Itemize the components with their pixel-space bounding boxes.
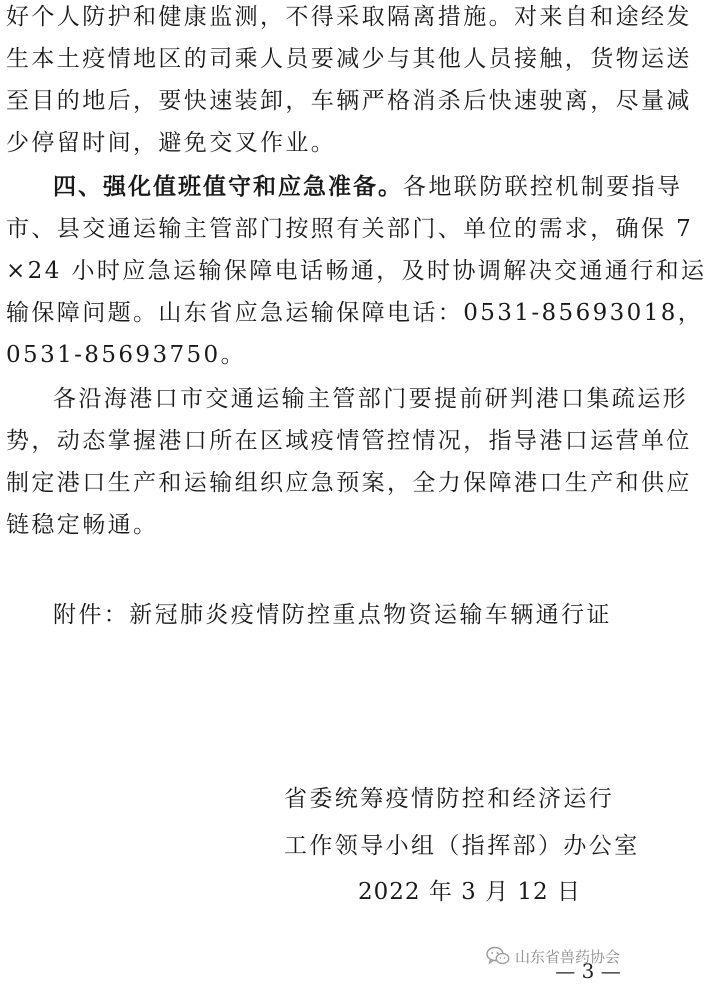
section-4-text: 各地联防联控机制要指导 (403, 174, 683, 200)
body-line: 输保障问题。山东省应急运输保障电话：0531-85693018， (6, 300, 704, 326)
body-line: 0531-85693750。 (6, 342, 246, 368)
signature-org-line-1: 省委统筹疫情防控和经济运行 (284, 786, 615, 812)
body-line: 好个人防护和健康监测，不得采取隔离措施。对来自和途经发 (6, 4, 692, 30)
body-line: 少停留时间，避免交叉作业。 (6, 130, 337, 156)
signature-org-line-2: 工作领导小组（指挥部）办公室 (284, 833, 640, 859)
paragraph-first-line: 各沿海港口市交通运输主管部门要提前研判港口集疏运形 (53, 386, 688, 412)
section-4-first-line (53, 172, 682, 202)
watermark-text: 山东省兽药协会 (515, 947, 621, 966)
body-line: 制定港口生产和运输组织应急预案，全力保障港口生产和供应 (6, 470, 692, 496)
body-line: 生本土疫情地区的司乘人员要减少与其他人员接触，货物运送 (6, 46, 692, 72)
body-line: 至目的地后，要快速装卸，车辆严格消杀后快速驶离，尽量减 (6, 88, 692, 114)
body-line: 链稳定畅通。 (6, 512, 159, 538)
wechat-icon (486, 946, 510, 966)
page-number: — 3 — (555, 959, 621, 983)
signature-date: 2022 年 3 月 12 日 (358, 879, 581, 905)
body-line: 市、县交通运输主管部门按照有关部门、单位的需求，确保 7 (6, 216, 694, 242)
body-line: 势，动态掌握港口所在区域疫情管控情况，指导港口运营单位 (6, 428, 692, 454)
section-4-heading: 四、强化值班值守和应急准备。 (53, 174, 403, 200)
body-line: ×24 小时应急运输保障电话畅通，及时协调解决交通通行和运 (6, 258, 706, 284)
attachment-line: 附件：新冠肺炎疫情防控重点物资运输车辆通行证 (53, 602, 612, 628)
